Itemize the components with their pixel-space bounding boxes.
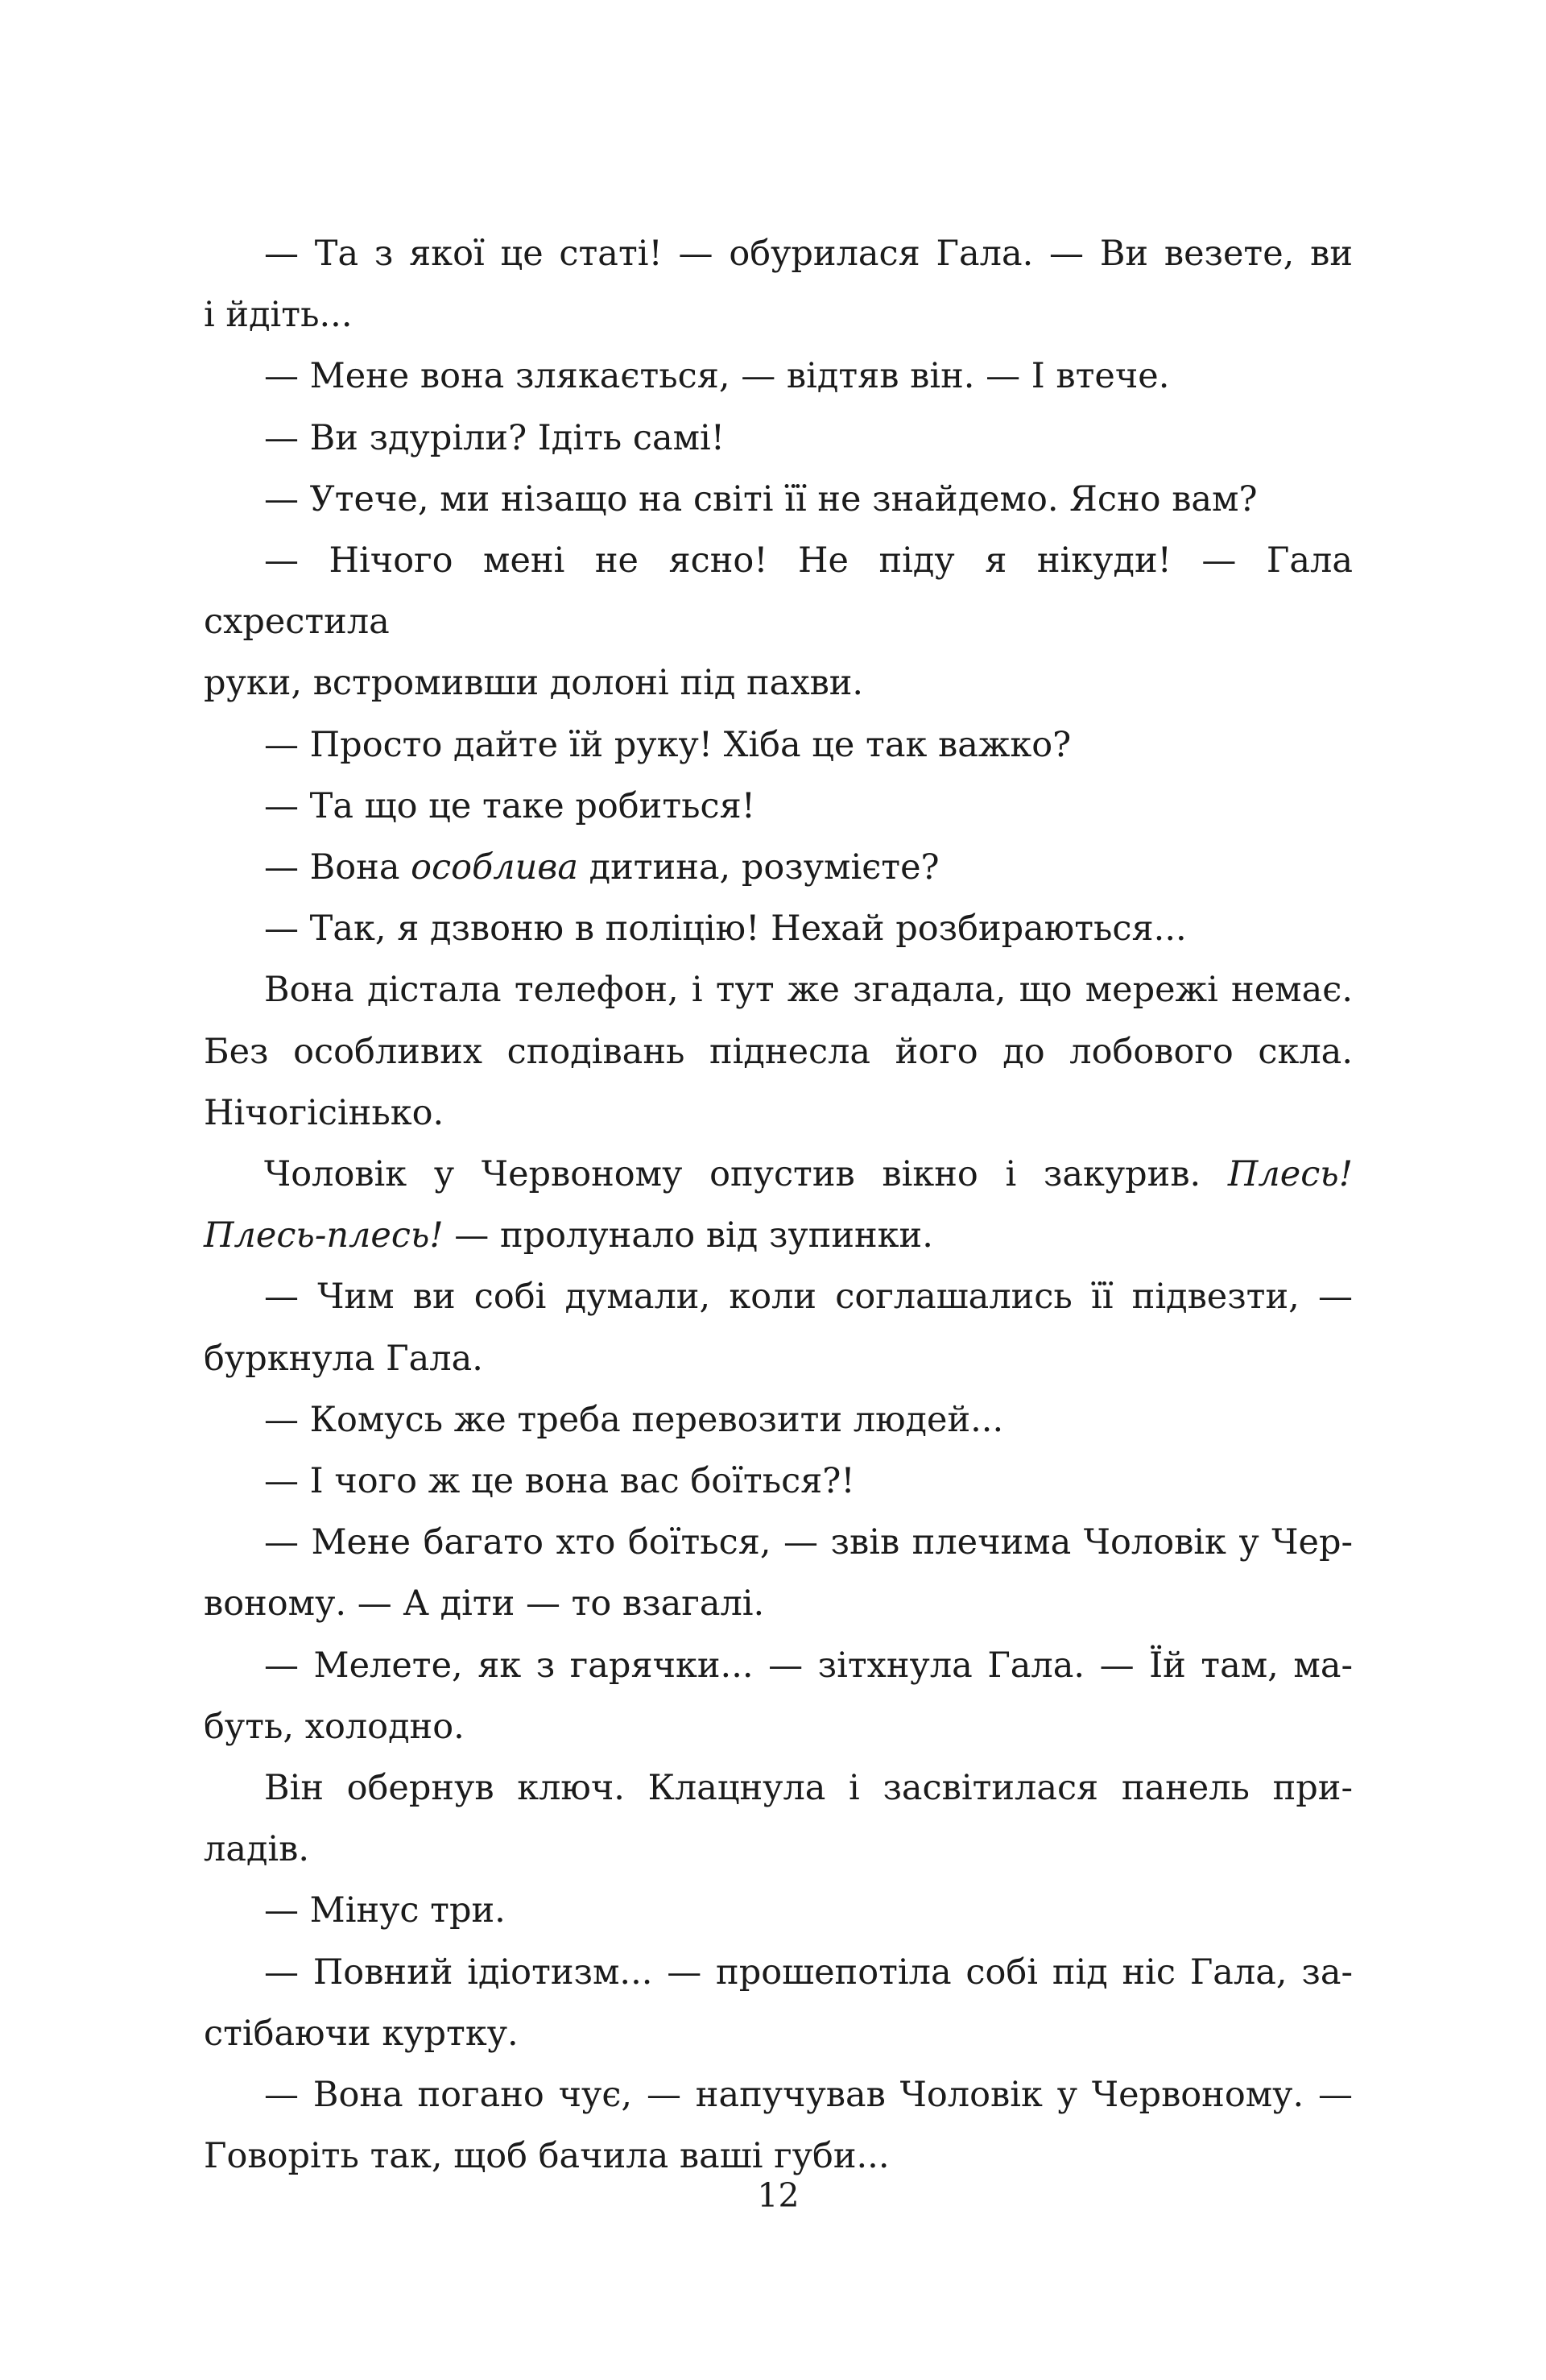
- text-run: Чоловік у Червоному опустив вікно і закурив.: [264, 1154, 1228, 1195]
- text-run: — пролунало від зупинки.: [443, 1215, 933, 1256]
- text-line: [204, 1205, 1353, 1266]
- text-line: [204, 1696, 1353, 1757]
- italic-run: Плесь!: [1227, 1154, 1353, 1195]
- paragraph: [204, 1512, 1353, 1634]
- paragraph: [204, 469, 1353, 530]
- text-run: — Мене багато хто боїться, — звів плечима Чоловік у Чер-: [264, 1522, 1353, 1563]
- text-run: воному. — А діти — то взагалі.: [204, 1583, 765, 1625]
- text-line: [204, 2064, 1353, 2125]
- text-run: Говоріть так, щоб бачила ваші губи...: [204, 2136, 890, 2177]
- text-run: руки, встромивши долоні під пахви.: [204, 663, 864, 704]
- paragraph: [204, 1451, 1353, 1512]
- text-run: — Мінус три.: [264, 1890, 506, 1931]
- text-run: — Ви здуріли? Ідіть самі!: [264, 417, 725, 458]
- text-run: — Просто дайте їй руку! Хіба це так важко?: [264, 724, 1072, 765]
- paragraph: [204, 408, 1353, 469]
- text-line: [204, 1573, 1353, 1634]
- text-run: Нічогісінько.: [204, 1092, 444, 1133]
- text-run: — Так, я дзвоню в поліцію! Нехай розбираються...: [264, 909, 1187, 950]
- text-run: ладів.: [204, 1829, 310, 1870]
- text-run: Він обернув ключ. Клацнула і засвітилася панель при-: [264, 1768, 1353, 1809]
- text-run: — Повний ідіотизм... — прошепотіла собі під ніс Гала, за-: [264, 1952, 1353, 1993]
- text-run: — Та з якої це статі! — обурилася Гала. — Ви везете, ви: [264, 234, 1353, 274]
- text-line: [204, 346, 1353, 407]
- paragraph: [204, 346, 1353, 407]
- paragraph: [204, 1389, 1353, 1451]
- text-line: [204, 469, 1353, 530]
- text-run: Без особливих сподівань піднесла його до лобового скла.: [204, 1031, 1353, 1072]
- text-run: — Вона: [264, 847, 411, 888]
- text-line: [204, 1144, 1353, 1205]
- paragraph: [204, 1880, 1353, 1941]
- paragraph: [204, 898, 1353, 959]
- text-line: [204, 1512, 1353, 1573]
- paragraph: [204, 837, 1353, 898]
- text-line: [204, 776, 1353, 837]
- text-line: [204, 652, 1353, 714]
- text-run: — Утече, ми нізащо на світі її не знайдемо. Ясно вам?: [264, 478, 1258, 519]
- text-line: [204, 1757, 1353, 1819]
- text-line: [204, 714, 1353, 776]
- paragraph: [204, 1144, 1353, 1266]
- text-line: [204, 1635, 1353, 1696]
- page-text: [204, 223, 1353, 2188]
- text-run: — Чим ви собі думали, коли соглашались її підвезти, —: [264, 1277, 1353, 1318]
- text-line: [204, 223, 1353, 284]
- paragraph: [204, 776, 1353, 837]
- paragraph: [204, 530, 1353, 714]
- paragraph: [204, 1757, 1353, 1880]
- text-run: — Та що це таке робиться!: [264, 785, 756, 826]
- paragraph: [204, 1266, 1353, 1389]
- text-run: — Мелете, як з гарячки... — зітхнула Гала. — Їй там, ма-: [264, 1645, 1353, 1686]
- text-line: [204, 1389, 1353, 1451]
- text-line: [204, 530, 1353, 652]
- page-number: 12: [757, 2176, 800, 2215]
- text-line: [204, 1942, 1353, 2003]
- text-line: [204, 837, 1353, 898]
- text-line: [204, 1819, 1353, 1880]
- paragraph: [204, 223, 1353, 346]
- text-run: — Нічого мені не ясно! Не піду я нікуди! — Гала схрестила: [204, 540, 1353, 643]
- text-run: — Вона погано чує, — напучував Чоловік у Червоному. —: [264, 2075, 1353, 2116]
- text-line: [204, 1266, 1353, 1327]
- paragraph: [204, 959, 1353, 1144]
- text-line: [204, 1880, 1353, 1941]
- text-line: [204, 284, 1353, 346]
- italic-run: Плесь-плесь!: [204, 1215, 444, 1256]
- text-run: і йдіть...: [204, 295, 353, 336]
- italic-run: особлива: [411, 847, 578, 888]
- text-line: [204, 898, 1353, 959]
- paragraph: [204, 714, 1353, 776]
- text-line: [204, 1082, 1353, 1144]
- text-line: [204, 1451, 1353, 1512]
- text-run: буркнула Гала.: [204, 1338, 483, 1379]
- text-line: [204, 1021, 1353, 1082]
- text-line: [204, 1328, 1353, 1389]
- text-run: — Мене вона злякається, — відтяв він. — І втече.: [264, 356, 1170, 397]
- text-line: [204, 959, 1353, 1020]
- text-run: — Комусь же треба перевозити людей...: [264, 1399, 1004, 1440]
- text-run: стібаючи куртку.: [204, 2013, 519, 2054]
- text-run: дитина, розумієте?: [577, 847, 940, 888]
- text-run: Вона дістала телефон, і тут же згадала, що мережі немає.: [264, 970, 1353, 1011]
- paragraph: [204, 1942, 1353, 2064]
- text-run: буть, холодно.: [204, 1706, 465, 1747]
- paragraph: [204, 1635, 1353, 1757]
- text-line: [204, 2003, 1353, 2064]
- text-line: [204, 408, 1353, 469]
- text-run: — І чого ж це вона вас боїться?!: [264, 1461, 855, 1502]
